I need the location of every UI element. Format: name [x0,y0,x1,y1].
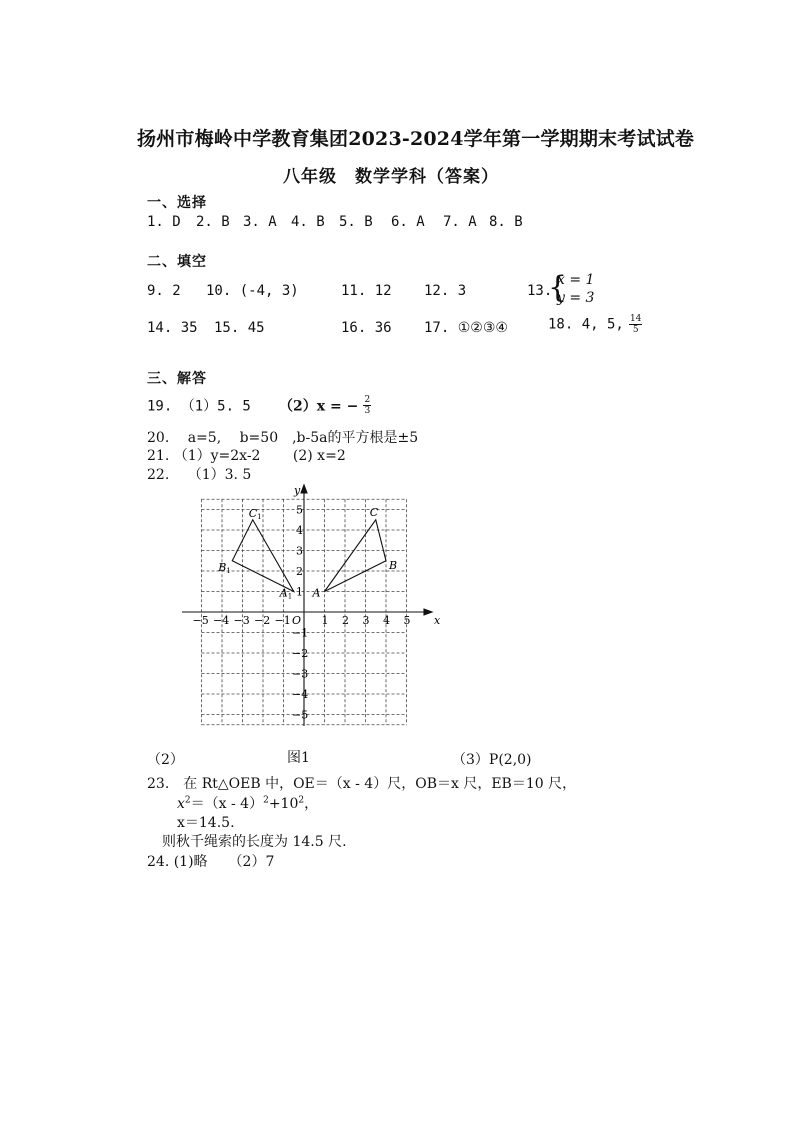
fraction-denominator: 3 [364,406,371,416]
fraction-numerator: 2 [364,395,371,405]
figure-caption: 图1 [287,750,310,766]
answer-item: 6. A [391,214,425,230]
answer-item: 7. A [443,214,477,230]
answer-item: 11. 12 [341,283,392,299]
vertex-label-a1: A1 [279,586,293,601]
answer-18-label: 18. 4, 5, [548,316,624,333]
answer-22: 22. （1）3. 5 [147,467,252,483]
x-tick-label: 1 [321,614,329,627]
answer-item: 5. B [339,214,373,230]
equation-line: x = 1 [557,272,595,288]
answer-item: 8. B [489,214,523,230]
answer-21: 21. （1）y=2x-2 (2) x=2 [147,448,346,464]
y-tick-label: −4 [292,688,309,701]
equation-part: ＝（x - 4） [190,796,264,812]
section-fill-heading: 二、填空 [147,254,207,270]
exponent: 2 [263,795,269,806]
y-tick-label: 2 [296,565,303,578]
answer-item: 12. 3 [424,283,467,299]
x-axis-label: x [434,614,441,627]
y-tick-label: 1 [296,585,303,599]
vertex-label-c1: C1 [248,506,262,521]
answer-23-line1: 23. 在 Rt△OEB 中，OE＝（x - 4）尺，OB＝x 尺，EB＝10 尺， [147,776,577,792]
coordinate-grid-figure [178,482,448,732]
answer-item: 10. (-4, 3) [206,283,299,299]
x-tick-label: 3 [362,614,370,627]
answer-19-part1: 19. （1）5. 5 [147,398,251,415]
brace-symbol: { [548,270,568,305]
var-x: x [177,796,185,812]
answer-item: 3. A [243,214,277,230]
y-tick-label: 3 [296,544,303,558]
x-tick-label: 4 [383,614,390,627]
x-axis-arrow-icon [424,609,432,615]
page-title: 扬州市梅岭中学教育集团2023-2024学年第一学期期末考试试卷 [137,128,695,150]
equation-line: y = 3 [557,290,595,306]
vertex-label-b1: B1 [218,560,231,575]
y-tick-label: 4 [296,524,303,537]
section-solve-heading: 三、解答 [147,371,207,387]
fraction-denominator: 5 [632,325,639,335]
answer-23-line3: x＝14.5. [177,815,235,831]
equation-part: ， [304,796,319,812]
answer-22-part2: （2） [147,752,184,768]
y-tick-label: −1 [292,626,309,640]
answer-item: 2. B [196,214,230,230]
answer-item: 16. 36 [341,320,392,336]
answer-item: 15. 45 [214,320,265,336]
fraction [363,395,371,416]
y-tick-label: 5 [296,503,303,517]
exponent: 2 [184,795,191,806]
y-tick-label: −3 [292,667,309,681]
answer-18 [548,314,642,335]
answer-item: 1. D [147,214,181,230]
answer-item: 17. ①②③④ [424,320,508,336]
y-tick-label: −5 [292,708,309,722]
answer-20: 20. a=5, b=50 ,b-5a的平方根是±5 [147,430,419,446]
y-axis-arrow-icon [301,485,307,493]
x-tick-label: 2 [342,614,349,627]
origin-label: O [292,614,302,627]
vertex-labels [217,503,398,601]
fraction-numerator: 14 [629,314,642,324]
x-tick-label: −1 [274,614,291,627]
y-tick-label: −2 [292,647,309,660]
answer-23-line2 [177,793,318,813]
section-choice-heading: 一、选择 [147,195,207,211]
x-tick-label: −4 [213,614,230,627]
answer-item: 4. B [291,214,325,230]
y-axis-label: y [294,484,301,497]
x-tick-label: −2 [254,614,271,627]
answer-19 [147,395,371,416]
vertex-label-c: C [369,505,379,519]
x-tick-label: −3 [233,614,250,627]
equation-part: +10 [268,796,299,812]
exponent: 2 [298,795,305,806]
x-tick-labels [193,614,411,627]
fraction [629,314,642,335]
answer-13-label: 13. [527,283,553,299]
answer-24: 24. (1)略 （2）7 [147,854,275,870]
triangles [232,520,386,592]
answer-23-line4: 则秋千绳索的长度为 14.5 尺. [162,834,347,850]
x-tick-label: −5 [192,614,209,627]
answer-item: 14. 35 [147,320,198,336]
x-tick-label: 5 [403,614,411,627]
vertex-label-b: B [389,558,398,572]
triangle-abc [325,520,387,592]
answer-19-part2: （2）x = − [279,398,359,415]
answer-22-part3: （3）P(2,0) [452,752,532,768]
answer-item: 9. 2 [147,283,181,299]
page-subtitle: 八年级 数学学科（答案） [283,167,499,187]
vertex-label-a: A [312,586,321,600]
